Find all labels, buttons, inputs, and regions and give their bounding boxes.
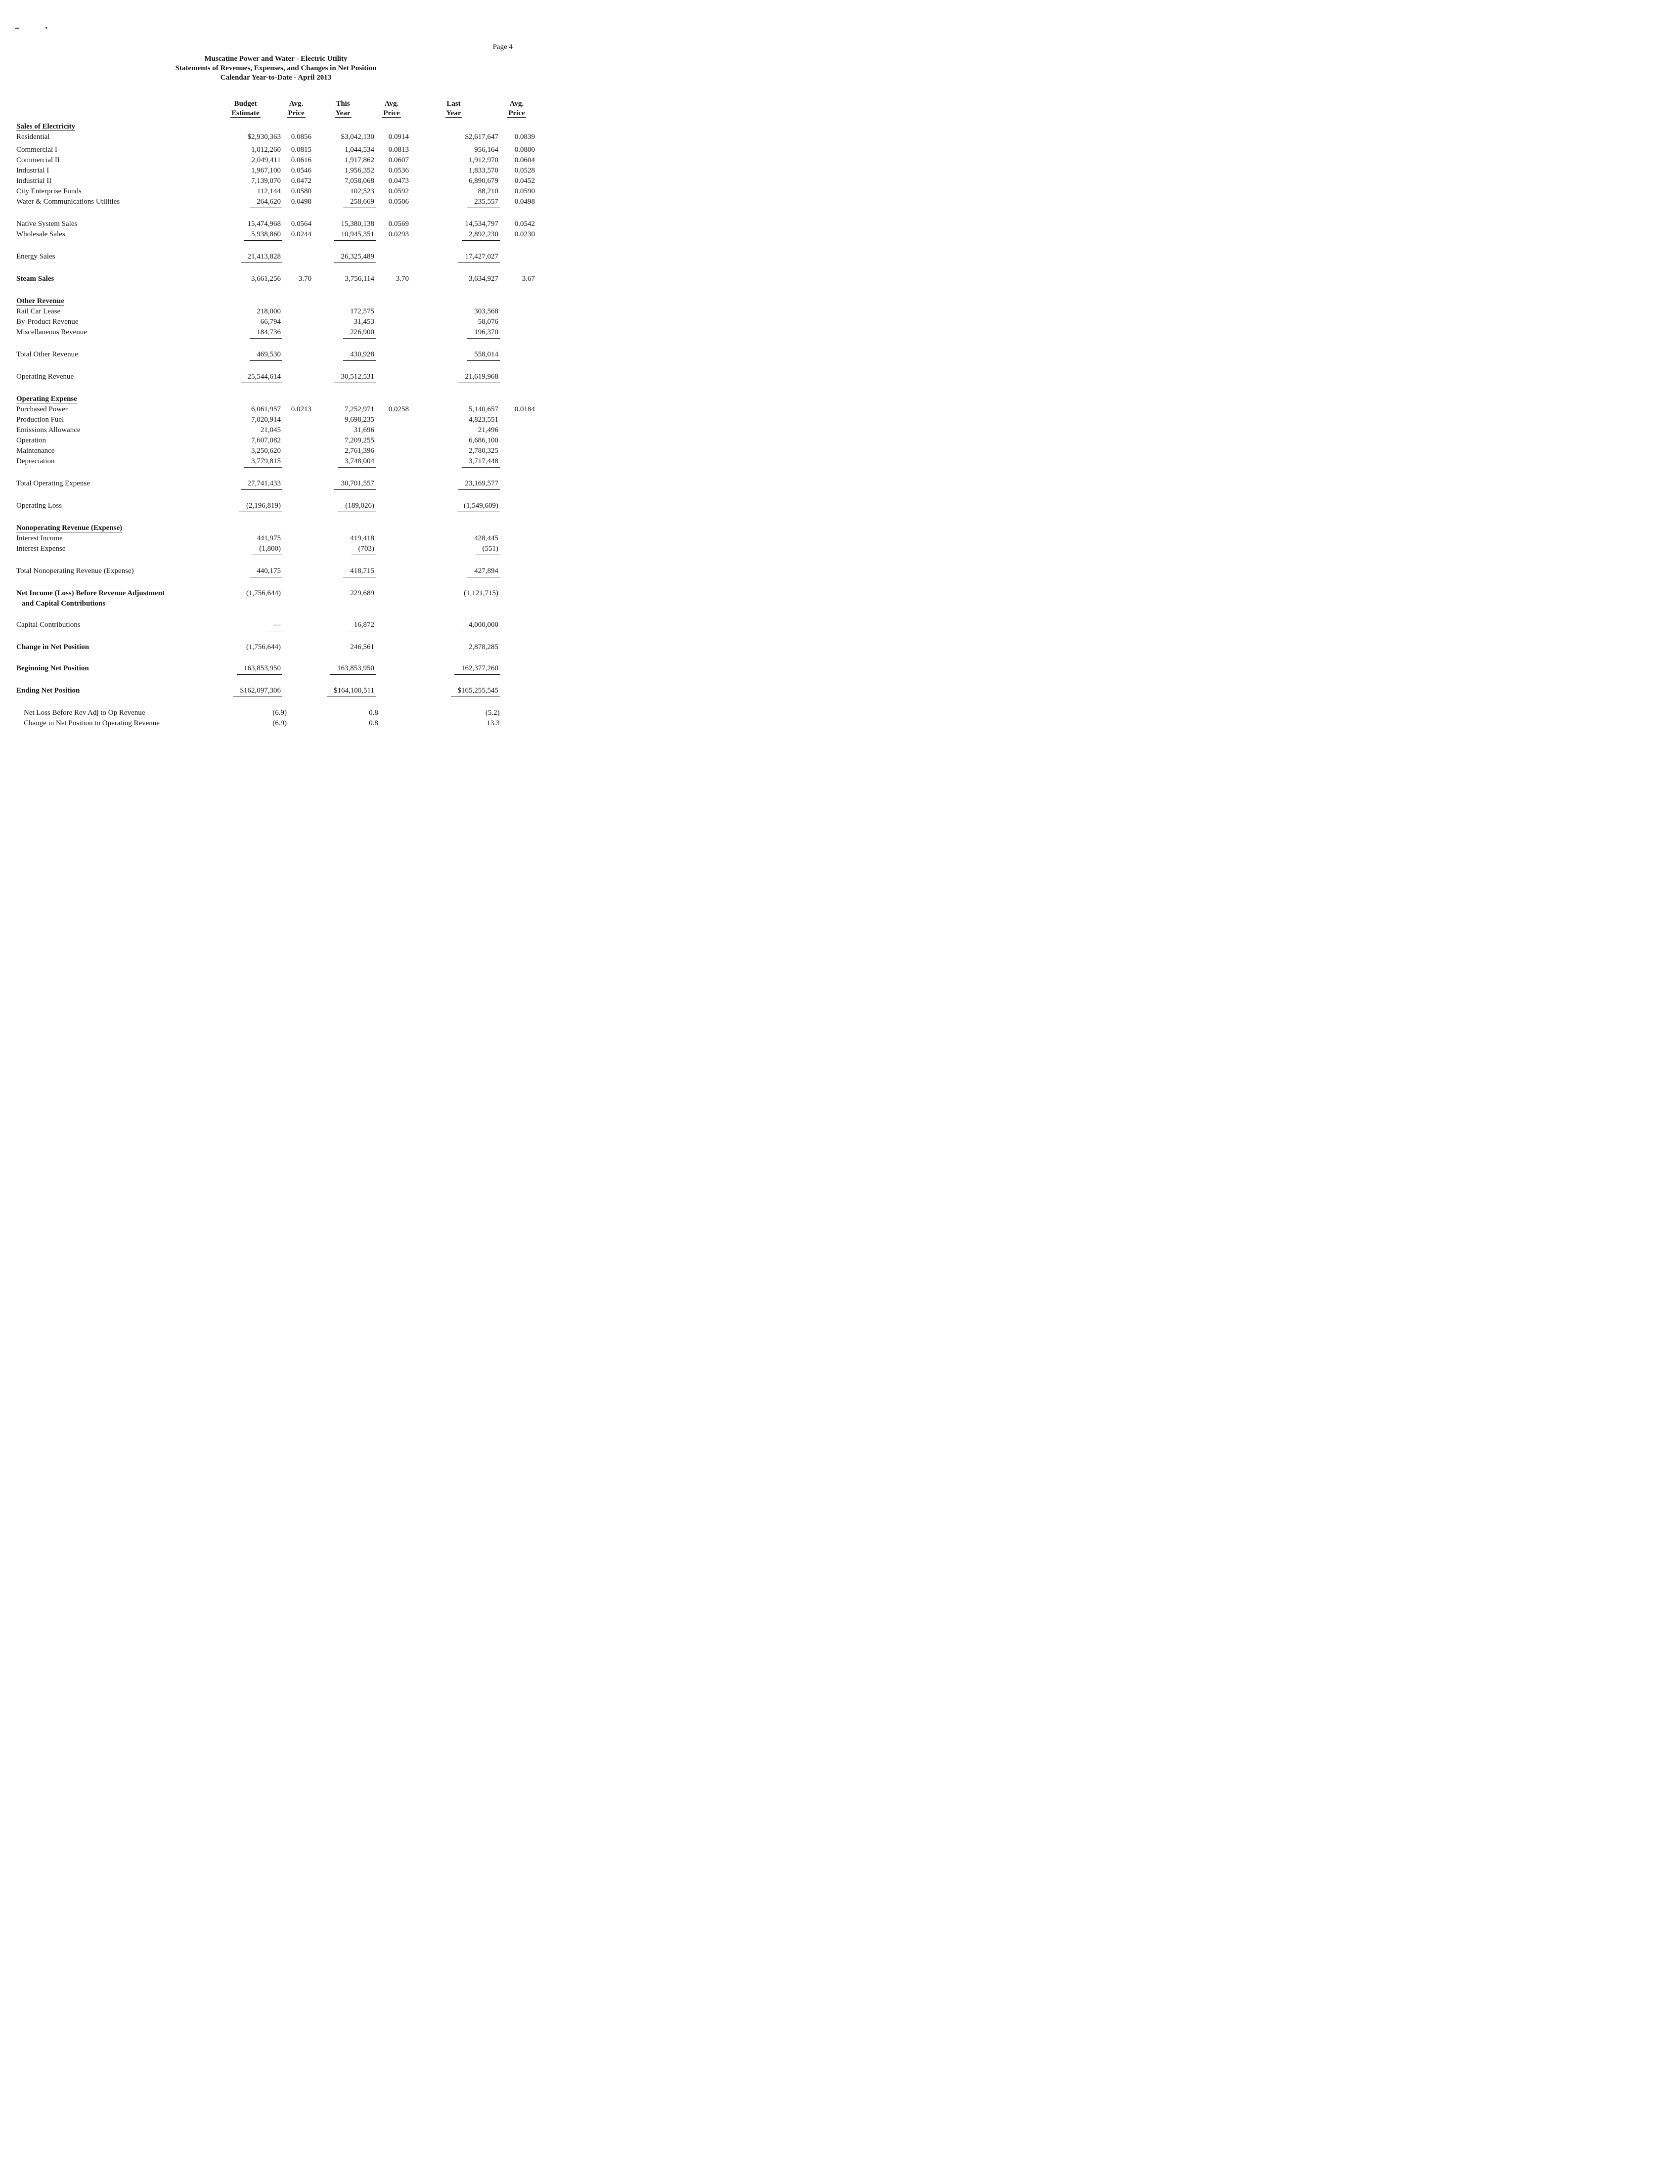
cell-value: 246,561 [350, 643, 374, 651]
row-label: Total Operating Expense [16, 480, 90, 487]
column-header-2: This Year [335, 100, 351, 117]
row-label: Depreciation [16, 457, 55, 465]
cell-value: 17,427,027 [409, 252, 498, 263]
cell-value: 0.0472 [291, 177, 311, 185]
cell-value: 7,058,068 [345, 177, 374, 185]
cell-value: 956,164 [474, 146, 498, 154]
row-label: Water & Communications Utilities [16, 198, 120, 206]
column-header-1: Avg. Price [288, 100, 305, 117]
cell-value: 428,445 [474, 534, 498, 542]
cell-value: 6,686,100 [469, 437, 498, 444]
cell-value: 5,938,860 [210, 229, 281, 241]
cell-value: 7,209,255 [345, 437, 374, 444]
table-row [16, 642, 535, 653]
document-page [0, 0, 560, 748]
cell-value: 27,741,433 [210, 479, 281, 490]
cell-value: 258,669 [311, 197, 374, 208]
cell-value: 226,900 [311, 327, 374, 339]
cell-value: 102,523 [350, 187, 374, 195]
cell-value: 2,878,285 [469, 643, 498, 651]
cell-value: 0.0213 [291, 405, 311, 413]
cell-value: (703) [311, 544, 374, 555]
cell-value: 0.0258 [388, 405, 409, 413]
cell-value: 0.0914 [388, 133, 409, 141]
row-label: Ending Net Position [16, 687, 80, 695]
cell-value: 0.0498 [291, 198, 311, 206]
cell-value: $2,617,647 [465, 133, 498, 141]
row-label: Commercial II [16, 156, 60, 164]
row-label: Purchased Power [16, 405, 68, 413]
row-label: Rail Car Lease [16, 307, 61, 315]
cell-value: 0.0542 [514, 220, 535, 228]
table-row [16, 145, 535, 155]
table-row [16, 415, 535, 425]
table-row [16, 197, 535, 208]
row-label: Net Income (Loss) Before Revenue Adjustment and Capital Contributions [16, 588, 210, 609]
cell-value: 7,252,971 [345, 405, 374, 413]
cell-value: (6.9) [272, 709, 287, 717]
row-label: Other Revenue [16, 297, 64, 305]
cell-value: 0.0506 [388, 198, 409, 206]
cell-value: (1,800) [210, 544, 281, 555]
cell-value: 0.0536 [388, 167, 409, 175]
row-label: Sales of Electricity [16, 123, 76, 131]
cell-value: 0.0592 [388, 187, 409, 195]
column-header-4: Last Year [446, 100, 461, 117]
cell-value: 469,530 [210, 349, 281, 361]
cell-value: 16,872 [311, 620, 374, 631]
row-label: City Enterprise Funds [16, 187, 82, 195]
cell-value: 0.0856 [291, 133, 311, 141]
cell-value: (1,756,644) [246, 643, 281, 651]
cell-value: 1,956,352 [345, 167, 374, 175]
cell-value: (551) [409, 544, 498, 555]
document-title-block [16, 54, 535, 83]
cell-value: 9,698,235 [345, 416, 374, 424]
cell-value: 264,620 [210, 197, 281, 208]
cell-value: 3,717,448 [409, 456, 498, 468]
table-row [16, 132, 535, 142]
row-label: Capital Contributions [16, 621, 81, 629]
table-row [16, 425, 535, 436]
cell-value: 162,377,260 [409, 663, 498, 675]
table-row [16, 544, 535, 555]
row-label: Native System Sales [16, 220, 78, 228]
row-label: Change in Net Position to Operating Revenue [24, 719, 160, 727]
table-row [16, 229, 535, 241]
cell-value: (6.9) [272, 719, 287, 727]
cell-value: 0.0800 [514, 146, 535, 154]
cell-value: 0.0452 [514, 177, 535, 185]
cell-value: 235,557 [409, 197, 498, 208]
cell-value: 3.67 [522, 275, 535, 283]
cell-value: 0.0569 [388, 220, 409, 228]
cell-value: 2,780,325 [469, 447, 498, 455]
cell-value: 1,917,862 [345, 156, 374, 164]
cell-value: 0.0244 [291, 230, 311, 238]
table-row [16, 372, 535, 383]
cell-value: 4,000,000 [409, 620, 498, 631]
table-row [16, 296, 535, 306]
cell-value: 88,210 [478, 187, 498, 195]
cell-value: 30,512,531 [311, 372, 374, 383]
table-row [16, 166, 535, 176]
row-label: Steam Sales [16, 275, 54, 283]
cell-value: 0.0230 [514, 230, 535, 238]
cell-value: 26,325,489 [311, 252, 374, 263]
cell-value: 0.0580 [291, 187, 311, 195]
row-label: Emissions Allowance [16, 426, 81, 434]
cell-value: --- [210, 620, 281, 631]
row-label: Nonoperating Revenue (Expense) [16, 524, 123, 532]
row-label: Industrial II [16, 177, 52, 185]
cell-value: 3,756,114 [311, 274, 374, 285]
cell-value: 303,568 [474, 307, 498, 315]
cell-value: $3,042,130 [341, 133, 374, 141]
document-title: Muscatine Power and Water - Electric Utility [204, 55, 348, 63]
cell-value: 441,975 [257, 534, 281, 542]
cell-value: 0.0473 [388, 177, 409, 185]
table-row [16, 327, 535, 339]
table-row [16, 588, 535, 609]
cell-value: 30,701,557 [311, 479, 374, 490]
cell-value: 418,715 [311, 566, 374, 577]
cell-value: 0.0564 [291, 220, 311, 228]
cell-value: 1,044,534 [345, 146, 374, 154]
cell-value: 0.0498 [514, 198, 535, 206]
cell-value: 0.0184 [514, 405, 535, 413]
cell-value: 10,945,351 [311, 229, 374, 241]
cell-value: 7,607,082 [251, 437, 281, 444]
cell-value: 3,661,256 [210, 274, 281, 285]
cell-value: (5.2) [485, 709, 500, 717]
table-row [16, 686, 535, 697]
row-label: Miscellaneous Revenue [16, 328, 87, 336]
cell-value: 2,049,411 [251, 156, 281, 164]
cell-value: 112,144 [257, 187, 281, 195]
cell-value: 3,779,815 [210, 456, 281, 468]
row-label: Net Loss Before Rev Adj to Op Revenue [24, 709, 145, 717]
cell-value: 21,619,968 [409, 372, 498, 383]
table-row [16, 349, 535, 361]
row-label: Wholesale Sales [16, 230, 65, 238]
table-row [16, 274, 535, 285]
cell-value: 163,853,950 [311, 663, 374, 675]
row-label: Commercial I [16, 146, 57, 154]
scan-artifact [45, 27, 47, 29]
table-row [16, 252, 535, 263]
cell-value: $2,930,363 [247, 133, 281, 141]
row-label: Interest Expense [16, 545, 66, 553]
cell-value: 6,890,679 [469, 177, 498, 185]
cell-value: 2,892,230 [409, 229, 498, 241]
row-label: Operation [16, 437, 46, 444]
row-label: Production Fuel [16, 416, 64, 424]
row-label: Beginning Net Position [16, 664, 89, 672]
document-period: Calendar Year-to-Date - April 2013 [220, 74, 332, 82]
row-label: Total Nonoperating Revenue (Expense) [16, 567, 134, 575]
cell-value: 229,689 [350, 589, 374, 597]
page-number: Page 4 [492, 43, 513, 51]
cell-value: (1,549,609) [409, 501, 498, 512]
table-row [16, 404, 535, 415]
cell-value: $162,097,306 [210, 686, 281, 697]
table-header-row [16, 99, 535, 118]
document-subtitle: Statements of Revenues, Expenses, and Changes in Net Position [175, 64, 377, 72]
cell-value: 7,020,914 [251, 416, 281, 424]
cell-value: 0.0616 [291, 156, 311, 164]
cell-value: 0.0604 [514, 156, 535, 164]
cell-value: 1,012,260 [251, 146, 281, 154]
cell-value: 427,894 [409, 566, 498, 577]
cell-value: 0.0293 [388, 230, 409, 238]
row-label: Change in Net Position [16, 643, 89, 651]
cell-value: 0.8 [369, 709, 378, 717]
cell-value: 196,370 [409, 327, 498, 339]
cell-value: 0.0813 [388, 146, 409, 154]
cell-value: 440,175 [210, 566, 281, 577]
cell-value: 31,453 [354, 318, 374, 326]
cell-value: 1,833,570 [469, 167, 498, 175]
cell-value: 218,000 [257, 307, 281, 315]
table-row [16, 708, 535, 718]
cell-value: 0.0839 [514, 133, 535, 141]
cell-value: $165,255,545 [409, 686, 498, 697]
table-row [16, 317, 535, 327]
cell-value: 172,575 [350, 307, 374, 315]
row-label: Maintenance [16, 447, 55, 455]
table-row [16, 523, 535, 533]
cell-value: (189,026) [311, 501, 374, 512]
cell-value: 58,076 [478, 318, 498, 326]
row-label: Industrial I [16, 167, 49, 175]
cell-value: (2,196,819) [210, 501, 281, 512]
row-label: Operating Loss [16, 502, 62, 510]
table-row [16, 620, 535, 631]
cell-value: 0.0607 [388, 156, 409, 164]
cell-value: 0.8 [369, 719, 378, 727]
table-row [16, 566, 535, 577]
table-row [16, 718, 535, 729]
table-row [16, 533, 535, 544]
table-row [16, 663, 535, 675]
row-label-line2: and Capital Contributions [22, 600, 106, 608]
table-row [16, 446, 535, 456]
cell-value: 3.70 [298, 275, 311, 283]
row-label: Residential [16, 133, 50, 141]
cell-value: 13.3 [486, 719, 500, 727]
cell-value: 3,634,927 [409, 274, 498, 285]
table-row [16, 501, 535, 512]
cell-value: (1,121,715) [464, 589, 498, 597]
column-header-3: Avg. Price [383, 100, 400, 117]
row-label: Total Other Revenue [16, 350, 78, 358]
table-row [16, 436, 535, 446]
row-label: Energy Sales [16, 253, 55, 261]
table-row [16, 155, 535, 166]
cell-value: 3,250,620 [251, 447, 281, 455]
cell-value: $164,100,511 [311, 686, 374, 697]
table-row [16, 176, 535, 186]
row-label: By-Product Revenue [16, 318, 79, 326]
table-row [16, 479, 535, 490]
cell-value: 14,534,797 [465, 220, 498, 228]
row-label: Operating Revenue [16, 373, 74, 381]
cell-value: 66,794 [260, 318, 281, 326]
cell-value: 0.0815 [291, 146, 311, 154]
column-header-0: Budget Estimate [231, 100, 260, 117]
cell-value: 0.0528 [514, 167, 535, 175]
table-row [16, 219, 535, 229]
cell-value: 6,061,957 [251, 405, 281, 413]
cell-value: 3.70 [396, 275, 409, 283]
cell-value: 5,140,657 [469, 405, 498, 413]
cell-value: 430,928 [311, 349, 374, 361]
cell-value: 15,380,138 [341, 220, 374, 228]
table-row [16, 456, 535, 468]
cell-value: 15,474,968 [247, 220, 281, 228]
financial-statement-table [16, 99, 535, 729]
scan-artifact [15, 28, 19, 29]
cell-value: 163,853,950 [210, 663, 281, 675]
cell-value: 1,967,100 [251, 167, 281, 175]
cell-value: 184,736 [210, 327, 281, 339]
row-label: Interest Income [16, 534, 63, 542]
table-row [16, 122, 535, 132]
cell-value: 21,496 [478, 426, 498, 434]
table-row [16, 186, 535, 197]
cell-value: 0.0546 [291, 167, 311, 175]
cell-value: 21,413,828 [210, 252, 281, 263]
table-row [16, 394, 535, 404]
cell-value: 2,761,396 [345, 447, 374, 455]
cell-value: 7,139,070 [251, 177, 281, 185]
cell-value: 419,418 [350, 534, 374, 542]
table-row [16, 306, 535, 317]
row-label: Operating Expense [16, 395, 77, 403]
cell-value: 25,544,614 [210, 372, 281, 383]
cell-value: 3,748,004 [311, 456, 374, 468]
cell-value: 31,696 [354, 426, 374, 434]
cell-value: 4,823,551 [469, 416, 498, 424]
cell-value: 558,014 [409, 349, 498, 361]
cell-value: 23,169,577 [409, 479, 498, 490]
cell-value: 1,912,970 [469, 156, 498, 164]
cell-value: (1,756,644) [246, 589, 281, 597]
column-header-5: Avg. Price [508, 100, 525, 117]
cell-value: 0.0590 [514, 187, 535, 195]
cell-value: 21,045 [260, 426, 281, 434]
